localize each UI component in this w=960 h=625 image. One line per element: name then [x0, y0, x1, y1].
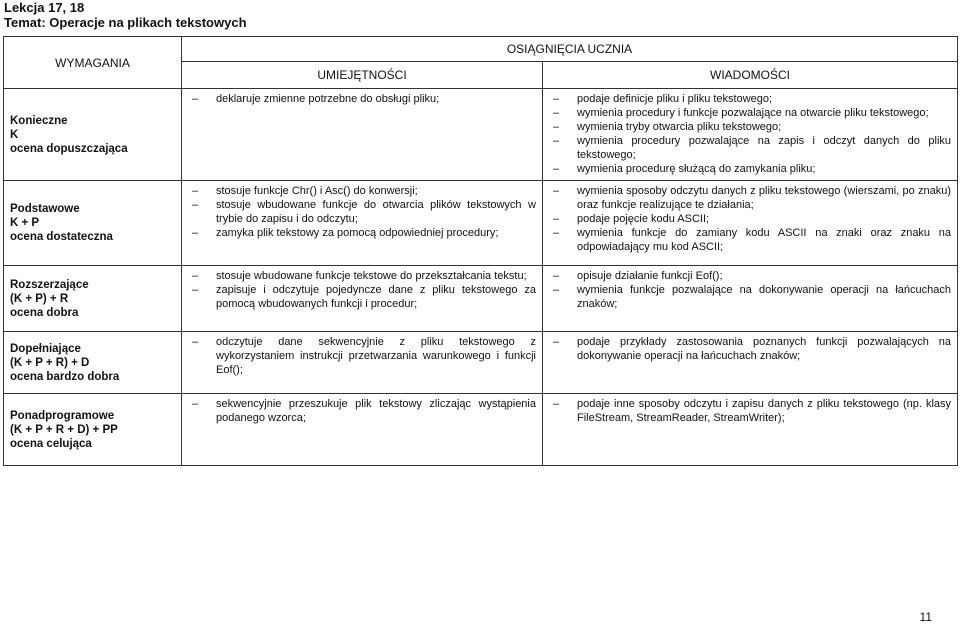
- list-item: – wymienia procedury pozwalające na zapis i odczyt danych do pliku tekstowego;: [543, 134, 957, 162]
- lesson-number: Lekcja 17, 18: [4, 0, 85, 15]
- list-item: – wymienia procedurę służącą do zamykania pliku;: [543, 162, 957, 176]
- level-ponadprogramowe: [4, 394, 182, 466]
- list-item: – zamyka plik tekstowy za pomocą odpowiedniej procedury;: [182, 226, 542, 240]
- list-item: – deklaruje zmienne potrzebne do obsługi pliku;: [182, 92, 542, 106]
- page-number: 11: [919, 610, 932, 624]
- header-knowledge: WIADOMOŚCI: [543, 62, 958, 89]
- list-item: – zapisuje i odczytuje pojedyncze dane z pliku tekstowego za pomocą wbudowanych funkcji i procedur;: [182, 283, 542, 311]
- list-item: – podaje definicje pliku i pliku tekstowego;: [543, 92, 957, 106]
- level-grade: ocena celująca: [10, 437, 92, 450]
- skills-ponadprogramowe: [182, 394, 543, 466]
- list-item: – wymienia procedury i funkcje pozwalające na otwarcie pliku tekstowego;: [543, 106, 957, 120]
- skills-podstawowe: [182, 181, 543, 266]
- level-podstawowe: [4, 181, 182, 266]
- list-item: – stosuje funkcje Chr() i Asc() do konwersji;: [182, 184, 542, 198]
- knowledge-rozszerzajace: [543, 266, 958, 332]
- knowledge-ponadprogramowe: [543, 394, 958, 466]
- level-dopelniajace: [4, 332, 182, 394]
- level-grade: ocena dobra: [10, 306, 79, 319]
- knowledge-dopelniajace: [543, 332, 958, 394]
- level-name: Podstawowe: [10, 203, 80, 215]
- level-code: (K + P + R) + D: [10, 356, 90, 369]
- list-item: – sekwencyjnie przeszukuje plik tekstowy zliczając wystąpienia podanego wzorca;: [182, 397, 542, 425]
- level-name: Konieczne: [10, 114, 68, 127]
- list-item: – opisuje działanie funkcji Eof();: [543, 269, 957, 283]
- level-konieczne: [4, 89, 182, 181]
- list-item: – podaje przykłady zastosowania poznanych funkcji pozwalających na dokonywanie operacji na łańcuchach znaków;: [543, 335, 957, 363]
- level-code: (K + P + R + D) + PP: [10, 423, 118, 436]
- level-name: Ponadprogramowe: [10, 409, 115, 422]
- level-grade: ocena dostateczna: [10, 231, 113, 243]
- list-item: – wymienia sposoby odczytu danych z pliku tekstowego (wierszami, po znaku) oraz funkcje realizujące te działania;: [543, 184, 957, 212]
- level-grade: ocena bardzo dobra: [10, 370, 120, 383]
- level-code: (K + P) + R: [10, 292, 69, 305]
- level-code: K: [10, 128, 19, 141]
- list-item: – podaje inne sposoby odczytu i zapisu danych z pliku tekstowego (np. klasy FileStream, StreamReader, StreamWriter);: [543, 397, 957, 425]
- list-item: – podaje pojęcie kodu ASCII;: [543, 212, 957, 226]
- list-item: – wymienia funkcje do zamiany kodu ASCII na znaki oraz znaku na odpowiadający mu kod ASCII;: [543, 226, 957, 254]
- list-item: – odczytuje dane sekwencyjnie z pliku tekstowego z wykorzystaniem instrukcji przetwarzania warunkowego i funkcji Eof();: [182, 335, 542, 377]
- header-requirements: WYMAGANIA: [4, 37, 182, 89]
- knowledge-podstawowe: [543, 181, 958, 266]
- list-item: – wymienia tryby otwarcia pliku tekstowego;: [543, 120, 957, 134]
- skills-rozszerzajace: [182, 266, 543, 332]
- header-achievements: OSIĄGNIĘCIA UCZNIA: [182, 37, 958, 62]
- lesson-topic: Temat: Operacje na plikach tekstowych: [4, 15, 247, 30]
- list-item: – stosuje wbudowane funkcje do otwarcia plików tekstowych w trybie do zapisu i do odczytu;: [182, 198, 542, 226]
- level-name: Rozszerzające: [10, 278, 89, 291]
- list-item: – wymienia funkcje pozwalające na dokonywanie operacji na łańcuchach znaków;: [543, 283, 957, 311]
- requirements-table: [3, 36, 958, 466]
- knowledge-konieczne: [543, 89, 958, 181]
- skills-dopelniajace: [182, 332, 543, 394]
- level-code: K + P: [10, 217, 40, 229]
- skills-konieczne: [182, 89, 543, 181]
- level-rozszerzajace: [4, 266, 182, 332]
- level-grade: ocena dopuszczająca: [10, 142, 128, 155]
- level-name: Dopełniające: [10, 342, 81, 355]
- header-skills: UMIEJĘTNOŚCI: [182, 62, 543, 89]
- list-item: – stosuje wbudowane funkcje tekstowe do przekształcania tekstu;: [182, 269, 542, 283]
